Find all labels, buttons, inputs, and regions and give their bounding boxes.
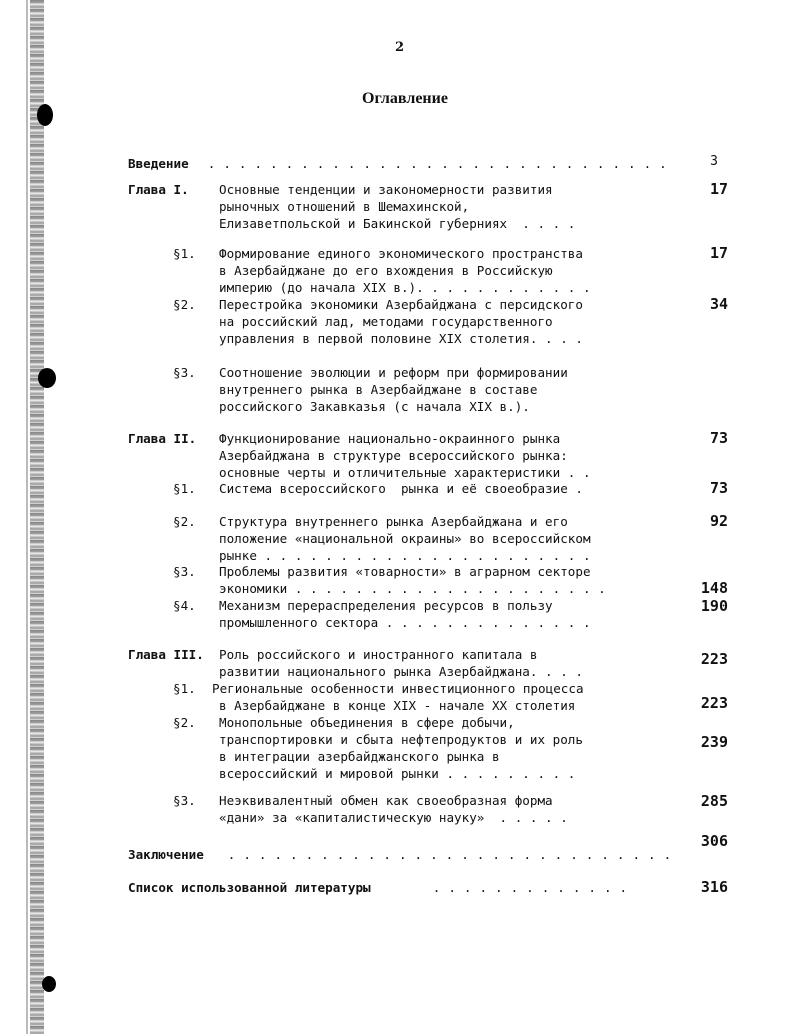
entry-label: §2. <box>173 514 196 529</box>
entry-page: 92 <box>709 512 728 530</box>
entry-text-line: Основные тенденции и закономерности развития <box>219 182 553 197</box>
entry-text-line: Перестройка экономики Азербайджана с персидского <box>219 297 583 312</box>
entry-page: 3 <box>710 154 718 169</box>
entry-text-line: в Азербайджане в конце XIX - начале XX столетия <box>219 698 576 713</box>
entry-label: §1. <box>173 481 196 496</box>
entry-page: 73 <box>709 429 728 447</box>
entry-text-line: империю (до начала XIX в.). . . . . . . . . . . . <box>219 280 591 295</box>
leader-dots: . . . . . . . . . . . . . . . . . . . . . . . . . . . . . <box>220 847 672 862</box>
binding-hole-mark <box>42 976 56 992</box>
entry-text-line: Монопольные объединения в сфере добычи, <box>219 715 515 730</box>
entry-text-line: Система всероссийского рынка и её своеобразие . <box>219 481 583 496</box>
scan-edge-line <box>26 0 28 1034</box>
entry-text-line: рынке . . . . . . . . . . . . . . . . . . . . . . <box>219 548 591 563</box>
entry-text-line: Механизм перераспределения ресурсов в пользу <box>219 598 553 613</box>
entry-page: 306 <box>700 832 728 850</box>
entry-page: 17 <box>709 180 728 198</box>
entry-text-line: Азербайджана в структуре всероссийского рынка: <box>219 448 568 463</box>
entry-text-line: экономики . . . . . . . . . . . . . . . . . . . . . <box>219 581 606 596</box>
entry-label: Глава I. <box>128 182 189 197</box>
entry-text-line: Региональные особенности инвестиционного процесса <box>212 681 584 696</box>
entry-label: Заключение <box>128 847 204 862</box>
entry-text-line: транспортировки и сбыта нефтепродуктов и их роль <box>219 732 583 747</box>
entry-label: §3. <box>173 564 196 579</box>
entry-text-line: Неэквивалентный обмен как своеобразная форма <box>219 793 553 808</box>
entry-text-line: в интеграции азербайджанского рынка в <box>219 749 500 764</box>
entry-label: Глава II. <box>128 431 197 446</box>
scan-edge-noise <box>30 0 44 1034</box>
entry-page: 190 <box>700 597 728 615</box>
entry-label: §1. <box>173 681 196 696</box>
entry-page: 148 <box>700 579 728 597</box>
entry-label: §2. <box>173 297 196 312</box>
entry-text-line: в Азербайджане до его вхождения в Российскую <box>219 263 553 278</box>
page-title: Оглавление <box>362 90 448 107</box>
entry-text-line: Проблемы развития «товарности» в аграрном секторе <box>219 564 591 579</box>
entry-page: 239 <box>700 733 728 751</box>
binding-hole-mark <box>38 368 56 388</box>
entry-text-line: Структура внутреннего рынка Азербайджана и его <box>219 514 568 529</box>
entry-page: 316 <box>700 878 728 896</box>
entry-label: Введение <box>128 156 189 171</box>
entry-page: 285 <box>700 792 728 810</box>
entry-text-line: промышленного сектора . . . . . . . . . . . . . . <box>219 615 591 630</box>
entry-text-line: Соотношение эволюции и реформ при формировании <box>219 365 568 380</box>
entry-text-line: рыночных отношений в Шемахинской, <box>219 199 470 214</box>
entry-page: 223 <box>700 650 728 668</box>
entry-page: 34 <box>709 295 728 313</box>
page-number: 2 <box>394 40 405 55</box>
entry-text-line: Функционирование национально-окраинного рынка <box>219 431 561 446</box>
entry-text-line: всероссийский и мировой рынки . . . . . . . . . <box>219 766 576 781</box>
entry-page: 223 <box>700 694 728 712</box>
entry-text-line: Формирование единого экономического пространства <box>219 246 583 261</box>
entry-label: §4. <box>173 598 196 613</box>
entry-text-line: управления в первой половине XIX столетия. . . . <box>219 331 583 346</box>
entry-label: §3. <box>173 793 196 808</box>
entry-label: Глава III. <box>128 647 204 662</box>
entry-text-line: Елизаветпольской и Бакинской губерниях . . . . <box>219 216 576 231</box>
entry-page: 17 <box>709 244 728 262</box>
entry-text-line: российского Закавказья (с начала XIX в.). <box>219 399 530 414</box>
entry-text-line: развитии национального рынка Азербайджана. . . . <box>219 664 583 679</box>
entry-label: Список использованной литературы <box>128 880 371 895</box>
entry-label: §1. <box>173 246 196 261</box>
entry-text-line: на российский лад, методами государственного <box>219 314 553 329</box>
entry-label: §3. <box>173 365 196 380</box>
entry-label: §2. <box>173 715 196 730</box>
leader-dots: . . . . . . . . . . . . . . . . . . . . . . . . . . . . . . <box>200 156 667 171</box>
entry-text-line: положение «национальной окраины» во всероссийском <box>219 531 591 546</box>
entry-text-line: «дани» за «капиталистическую науку» . . . . . <box>219 810 568 825</box>
entry-text-line: внутреннего рынка в Азербайджане в составе <box>219 382 538 397</box>
entry-text-line: Роль российского и иностранного капитала в <box>219 647 538 662</box>
entry-page: 73 <box>709 479 728 497</box>
leader-dots: . . . . . . . . . . . . . <box>425 880 628 895</box>
entry-text-line: основные черты и отличительные характеристики . . <box>219 465 591 480</box>
